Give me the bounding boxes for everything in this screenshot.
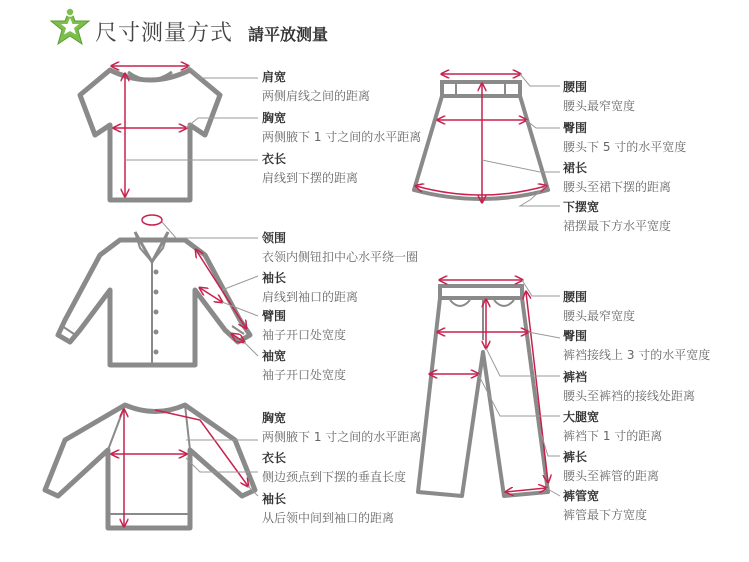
label-title: 裤裆	[563, 370, 588, 384]
label-title: 衣长	[262, 152, 287, 166]
sweater-sleeve-label	[262, 492, 394, 526]
sweater-drawing	[45, 405, 255, 528]
sweater-length-label	[262, 451, 406, 485]
label-desc: 侧边颈点到下摆的垂直长度	[262, 470, 407, 484]
pants-rise-label	[563, 370, 695, 404]
label-title: 袖宽	[262, 349, 287, 363]
label-title: 袖长	[262, 492, 287, 506]
tshirt-length-label	[262, 152, 358, 186]
shirt-drawing	[58, 232, 250, 365]
label-desc: 两侧腋下 1 寸之间的水平距离	[262, 130, 422, 144]
pants-thigh-label	[563, 410, 662, 444]
label-desc: 袖子开口处宽度	[262, 368, 347, 382]
tshirt-drawing	[80, 70, 220, 200]
label-desc: 腰头下 5 寸的水平宽度	[563, 140, 687, 154]
label-desc: 从后领中间到袖口的距离	[262, 511, 395, 525]
skirt-hip-label	[563, 121, 686, 155]
label-title: 衣长	[262, 451, 287, 465]
label-desc: 肩线到下摆的距离	[262, 171, 359, 185]
label-title: 袖长	[262, 271, 287, 285]
label-title: 胸宽	[262, 111, 287, 125]
shirt-arm-label	[262, 309, 346, 343]
label-title: 腰围	[563, 80, 588, 94]
label-desc: 两侧肩线之间的距离	[262, 89, 371, 103]
label-title: 裤管宽	[563, 489, 600, 503]
label-desc: 腰头至裙下摆的距离	[563, 180, 672, 194]
pants-hem-label	[563, 489, 647, 523]
skirt-drawing	[414, 82, 548, 199]
label-title: 肩宽	[262, 70, 287, 84]
label-desc: 腰头最窄宽度	[563, 99, 636, 113]
label-desc: 裤裆下 1 寸的距离	[563, 429, 663, 443]
label-title: 下摆宽	[563, 200, 600, 214]
label-title: 臂围	[262, 309, 287, 323]
sweater-chest-label	[262, 411, 421, 445]
pants-length-label	[563, 450, 659, 484]
tshirt-chest-label	[262, 111, 421, 145]
label-title: 臀围	[563, 121, 588, 135]
label-desc: 裙摆最下方水平宽度	[563, 219, 672, 233]
pants-hip-label	[563, 329, 710, 363]
shirt-collar-label	[262, 231, 418, 265]
label-desc: 腰头至裤管的距离	[563, 469, 660, 483]
label-title: 裙长	[563, 161, 588, 175]
skirt-length-label	[563, 161, 671, 195]
label-title: 裤长	[563, 450, 588, 464]
label-desc: 衣领内侧钮扣中心水平绕一圈	[262, 250, 419, 264]
page-title: 尺寸测量方式	[95, 21, 234, 46]
label-title: 胸宽	[262, 411, 287, 425]
label-desc: 两侧腋下 1 寸之间的水平距离	[262, 430, 422, 444]
label-title: 臀围	[563, 329, 588, 343]
label-desc: 腰头至裤裆的接线处距离	[563, 389, 696, 403]
label-desc: 袖子开口处宽度	[262, 328, 347, 342]
label-title: 大腿宽	[563, 410, 600, 424]
label-desc: 裤管最下方宽度	[563, 508, 648, 522]
skirt-hem-label	[563, 200, 671, 234]
page-subtitle: 請平放测量	[248, 25, 329, 44]
shirt-collar-loop	[142, 215, 162, 225]
label-title: 领围	[262, 231, 287, 245]
label-desc: 腰头最窄宽度	[563, 309, 636, 323]
label-title: 腰围	[563, 290, 588, 304]
label-desc: 裤裆接线上 3 寸的水平宽度	[563, 348, 711, 362]
shirt-sleeve-label	[262, 271, 358, 305]
tshirt-shoulder-label	[262, 70, 370, 104]
skirt-waist-label	[563, 80, 635, 114]
shirt-cuff-label	[262, 349, 346, 383]
pants-waist-label	[563, 290, 635, 324]
label-desc: 肩线到袖口的距离	[262, 290, 359, 304]
